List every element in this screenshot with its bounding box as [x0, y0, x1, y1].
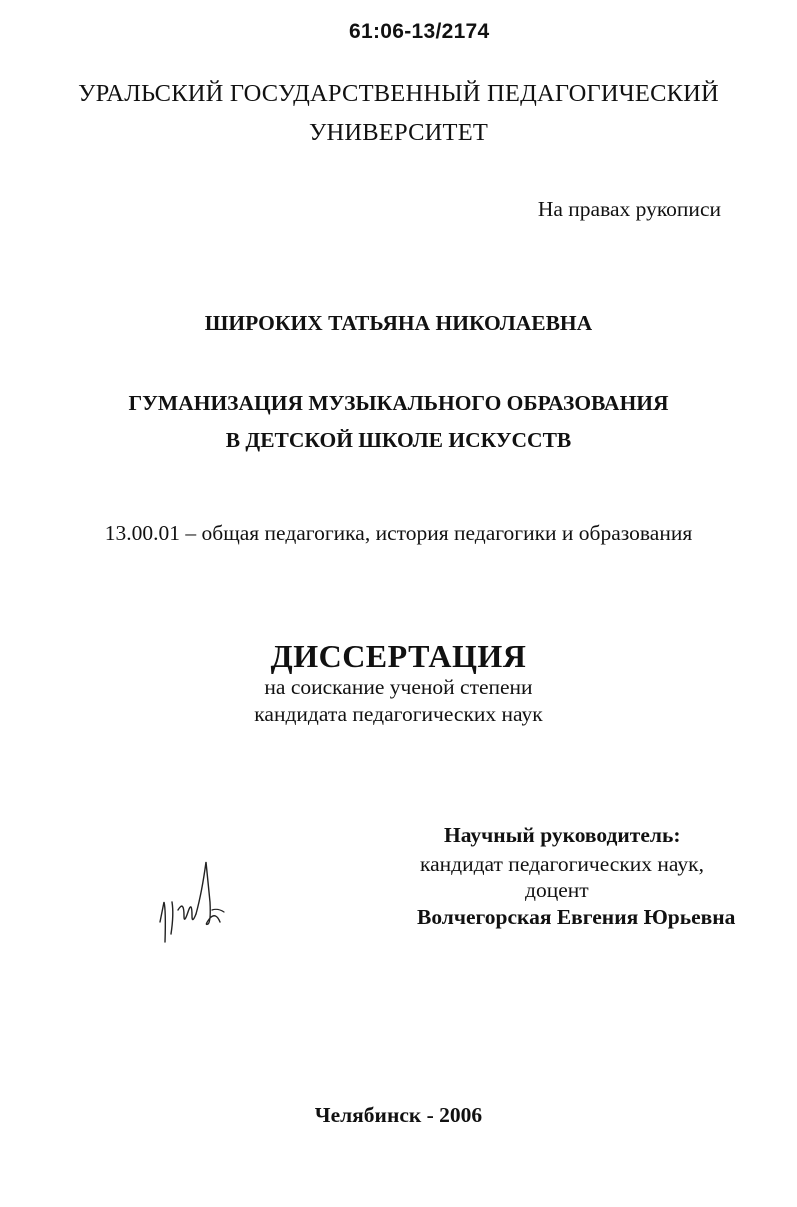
supervisor-heading: Научный руководитель:: [444, 823, 681, 847]
university-name-line-1: УРАЛЬСКИЙ ГОСУДАРСТВЕННЫЙ ПЕДАГОГИЧЕСКИЙ: [78, 80, 719, 107]
handwritten-signature: [150, 852, 230, 952]
thesis-title-line-2: В ДЕТСКОЙ ШКОЛЕ ИСКУССТВ: [225, 428, 572, 452]
author-name: ШИРОКИХ ТАТЬЯНА НИКОЛАЕВНА: [204, 311, 593, 335]
city-year: Челябинск - 2006: [314, 1103, 483, 1127]
degree-line-1: на соискание ученой степени: [264, 675, 533, 699]
thesis-title-line-1: ГУМАНИЗАЦИЯ МУЗЫКАЛЬНОГО ОБРАЗОВАНИЯ: [128, 391, 669, 415]
catalog-number: 61:06-13/2174: [349, 20, 490, 43]
university-name-line-2: УНИВЕРСИТЕТ: [308, 119, 489, 146]
specialty-code: 13.00.01 – общая педагогика, история педагогики и образования: [104, 521, 693, 545]
document-type-heading: ДИССЕРТАЦИЯ: [270, 638, 527, 674]
supervisor-title: доцент: [525, 878, 589, 902]
supervisor-name: Волчегорская Евгения Юрьевна: [417, 905, 736, 929]
degree-line-2: кандидата педагогических наук: [254, 702, 543, 726]
manuscript-rights-note: На правах рукописи: [537, 197, 721, 221]
supervisor-degree: кандидат педагогических наук,: [420, 852, 704, 876]
